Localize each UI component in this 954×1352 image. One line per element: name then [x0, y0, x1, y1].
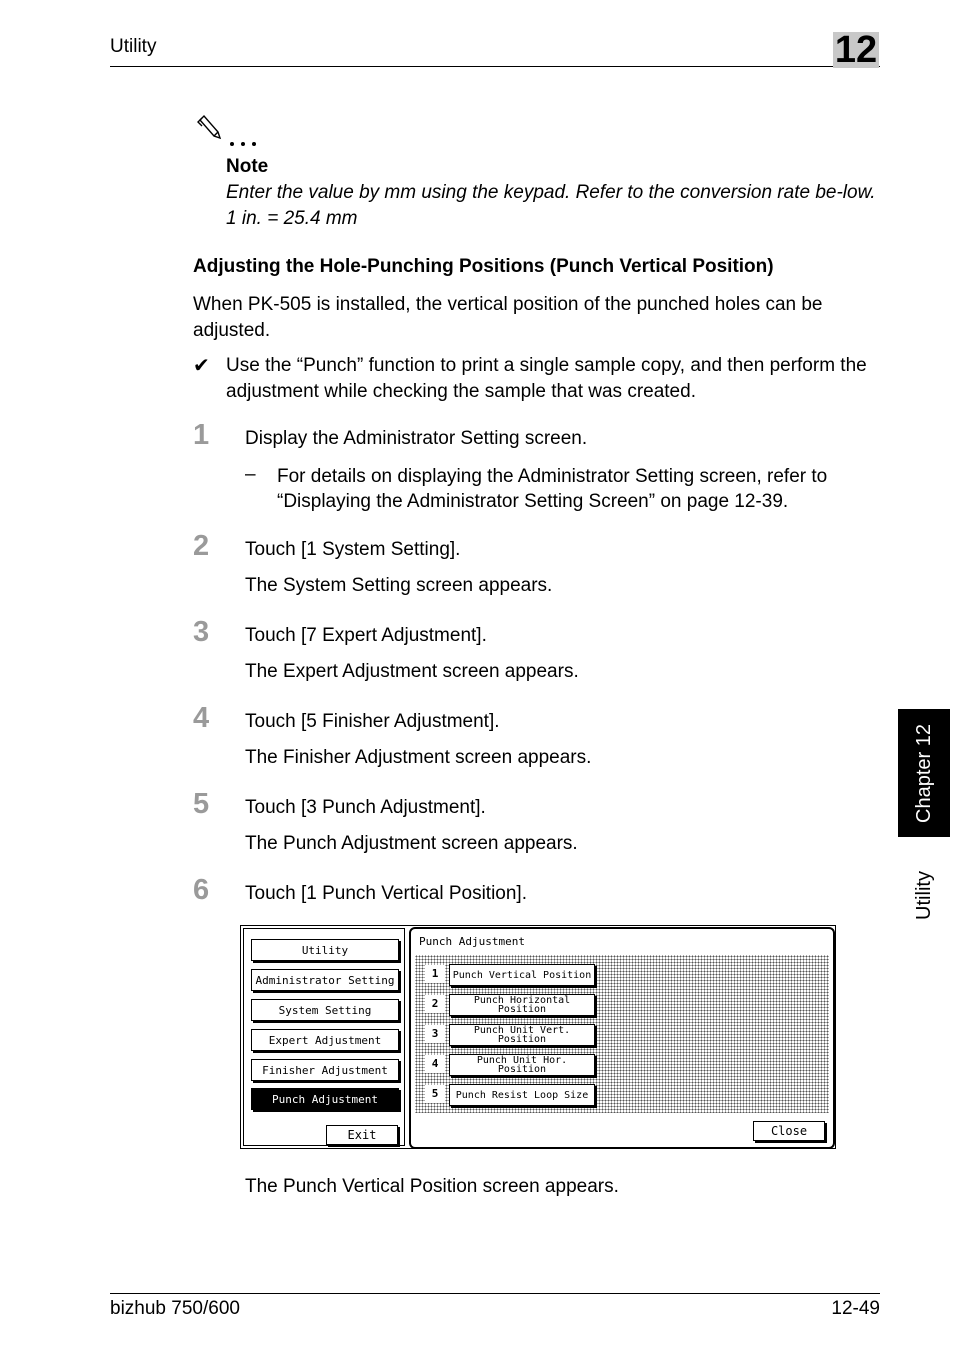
punch-horizontal-position-button[interactable]: Punch Horizontal Position — [449, 994, 595, 1016]
punch-resist-loop-size-button[interactable]: Punch Resist Loop Size — [449, 1084, 595, 1106]
punch-vertical-position-button[interactable]: Punch Vertical Position — [449, 964, 595, 986]
step-number: 2 — [193, 530, 210, 562]
finisher-adjustment-button[interactable]: Finisher Adjustment — [251, 1059, 399, 1081]
header-title: Utility — [110, 36, 157, 57]
step-result: The Expert Adjustment screen appears. — [245, 661, 579, 682]
step-number: 5 — [193, 788, 210, 820]
dotted-background — [415, 955, 829, 1113]
expert-adjustment-button[interactable]: Expert Adjustment — [251, 1029, 399, 1051]
chapter-side-tab-label — [898, 709, 950, 837]
section-intro: When PK-505 is installed, the vertical position of the punched holes can be adjusted. — [193, 294, 823, 341]
option-number: 2 — [425, 995, 445, 1013]
option-number: 3 — [425, 1025, 445, 1043]
step-number: 3 — [193, 616, 210, 648]
step-result: The Punch Vertical Position screen appears. — [245, 1176, 619, 1197]
step-text: Touch [1 System Setting]. — [245, 539, 461, 560]
step-result: The Punch Adjustment screen appears. — [245, 833, 578, 854]
sub-bullet-dash: – — [245, 464, 256, 485]
option-number: 4 — [425, 1055, 445, 1073]
header-rule — [110, 66, 880, 67]
step-number: 4 — [193, 702, 210, 734]
utility-button[interactable]: Utility — [251, 939, 399, 961]
chapter-tab-text: Chapter 12 — [912, 723, 935, 823]
punch-unit-hor-position-button[interactable]: Punch Unit Hor. Position — [449, 1054, 595, 1076]
step-text: Touch [7 Expert Adjustment]. — [245, 625, 487, 646]
step-result: The Finisher Adjustment screen appears. — [245, 747, 592, 768]
note-text: Enter the value by mm using the keypad. Refer to the conversion rate be-low. 1 in. = 25.4 mm — [226, 182, 876, 229]
punch-unit-vert-position-button[interactable]: Punch Unit Vert. Position — [449, 1024, 595, 1046]
pencil-note-icon — [196, 114, 266, 150]
note-label: Note — [226, 156, 269, 177]
punch-adjustment-screen — [240, 925, 836, 1149]
prerequisite-text: Use the “Punch” function to print a single sample copy, and then perform the adjustment while checking the sample that was created. — [226, 355, 867, 402]
chapter-number-badge: 12 — [834, 29, 878, 71]
footer-rule — [110, 1293, 880, 1294]
administrator-setting-button[interactable]: Administrator Setting — [251, 969, 399, 991]
section-heading: Adjusting the Hole-Punching Positions (Punch Vertical Position) — [193, 256, 774, 277]
footer-page-number: 12-49 — [831, 1298, 880, 1319]
step-number: 6 — [193, 874, 210, 906]
breadcrumb-panel — [243, 928, 405, 1146]
checkmark-icon: ✔ — [193, 355, 210, 377]
system-setting-button[interactable]: System Setting — [251, 999, 399, 1021]
punch-adjustment-button[interactable]: Punch Adjustment — [251, 1088, 399, 1110]
section-side-label — [898, 850, 950, 940]
step-text: Touch [1 Punch Vertical Position]. — [245, 883, 527, 904]
close-button[interactable]: Close — [753, 1121, 825, 1141]
step-number: 1 — [193, 419, 210, 451]
punch-adjustment-panel — [409, 927, 835, 1149]
panel-title: Punch Adjustment — [419, 935, 525, 948]
section-tab-text: Utility — [912, 870, 935, 920]
footer-model: bizhub 750/600 — [110, 1298, 240, 1319]
step-text: Display the Administrator Setting screen. — [245, 428, 588, 449]
exit-button[interactable]: Exit — [326, 1125, 398, 1145]
step-sub-text: For details on displaying the Administrator Setting screen, refer to “Displaying the Administrator Setting Screen” on page 12-39. — [277, 466, 828, 512]
option-number: 5 — [425, 1085, 445, 1103]
step-result: The System Setting screen appears. — [245, 575, 553, 596]
step-text: Touch [5 Finisher Adjustment]. — [245, 711, 500, 732]
option-number: 1 — [425, 965, 445, 983]
step-text: Touch [3 Punch Adjustment]. — [245, 797, 486, 818]
